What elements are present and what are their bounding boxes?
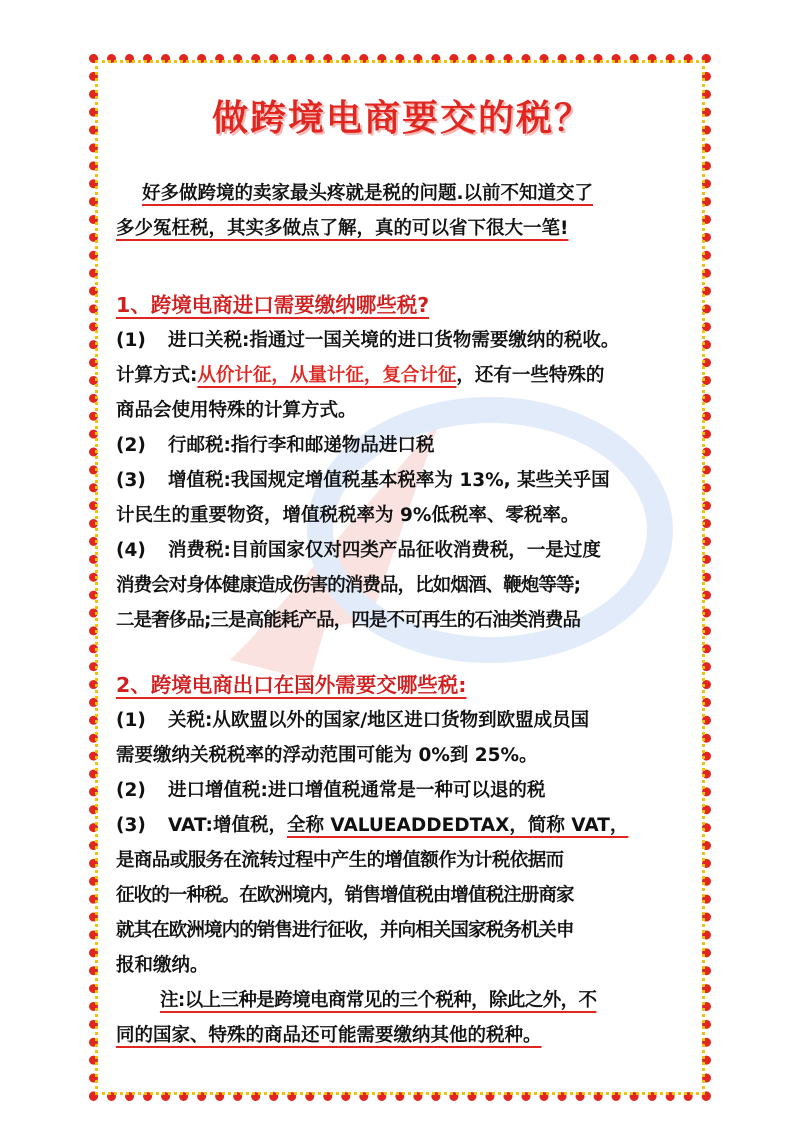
intro-line-1: 好多做跨境的卖家最头疼就是税的问题.以前不知道交了: [142, 183, 594, 204]
s1-item-4-num: (4): [116, 540, 146, 561]
article: [116, 88, 688, 1053]
s1-item-4-cont-1: 消费会对身体健康造成伤害的消费品，比如烟酒、鞭炮等等;: [116, 575, 581, 596]
page-title: 做跨境电商要交的税？: [211, 98, 592, 139]
s1-item-1-cont: 商品会使用特殊的计算方式。: [116, 400, 357, 421]
vat-full-name-highlight: 全称 VALUEADDEDTAX，简称 VAT，: [286, 815, 629, 836]
s1-item-2-text: 行邮税:指行李和邮递物品进口税: [168, 435, 435, 456]
s2-item-1: [116, 703, 688, 738]
s2-item-3-cont-4: 报和缴纳。: [116, 955, 209, 976]
s2-item-2: [116, 773, 688, 808]
section2-heading: 2、跨境电商出口在国外需要交哪些税:: [116, 673, 467, 697]
s2-item-2-num: (2): [116, 780, 146, 801]
s1-item-3-cont: 计民生的重要物资，增值税税率为 9%低税率、零税率。: [116, 505, 580, 526]
calc-methods-highlight: 从价计征，从量计征，复合计征: [197, 365, 457, 386]
s2-item-1-cont: 需要缴纳关税税率的浮动范围可能为 0%到 25%。: [116, 745, 538, 766]
intro-line-2: 多少冤枉税，其实多做点了解，真的可以省下很大一笔!: [116, 218, 569, 239]
s1-item-4-cont-2: 二是奢侈品;三是高能耗产品，四是不可再生的石油类消费品: [116, 610, 581, 631]
s2-item-2-text: 进口增值税:进口增值税通常是一种可以退的税: [168, 780, 546, 801]
s1-item-1-text: 进口关税:指通过一国关境的进口货物需要缴纳的税收。: [168, 330, 620, 351]
s1-calc-line: [116, 358, 688, 393]
s2-item-3-cont-2: 征收的一种税。在欧洲境内，销售增值税由增值税注册商家: [116, 885, 574, 906]
note-line-2: 同的国家、特殊的商品还可能需要缴纳其他的税种。: [116, 1025, 542, 1046]
s1-item-1: [116, 323, 688, 358]
calc-suffix: ，还有一些特殊的: [456, 365, 605, 386]
s2-item-3: [116, 808, 688, 843]
note-line-1: 注:以上三种是跨境电商常见的三个税种，除此之外，不: [160, 990, 597, 1011]
s2-item-3-num: (3): [116, 815, 146, 836]
section1-heading: 1、跨境电商进口需要缴纳哪些税?: [116, 293, 430, 317]
s1-item-4-text: 消费税:目前国家仅对四类产品征收消费税，一是过度: [168, 540, 601, 561]
calc-prefix: 计算方式:: [116, 365, 198, 386]
s1-item-1-num: (1): [116, 330, 146, 351]
s2-item-3-cont-1: 是商品或服务在流转过程中产生的增值额作为计税依据而: [116, 850, 564, 871]
s1-item-3-text: 增值税:我国规定增值税基本税率为 13%, 某些关乎国: [168, 470, 610, 491]
s1-item-3-num: (3): [116, 470, 146, 491]
s2-item-1-num: (1): [116, 710, 146, 731]
s1-item-3: [116, 463, 688, 498]
s1-item-2: [116, 428, 688, 463]
s2-item-3-cont-3: 就其在欧洲境内的销售进行征收，并向相关国家税务机关申: [116, 920, 574, 941]
s2-item-1-text: 关税:从欧盟以外的国家/地区进口货物到欧盟成员国: [168, 710, 590, 731]
s2-item-3-prefix: VAT:增值税，: [168, 815, 287, 836]
s1-item-4: [116, 533, 688, 568]
s1-item-2-num: (2): [116, 435, 146, 456]
